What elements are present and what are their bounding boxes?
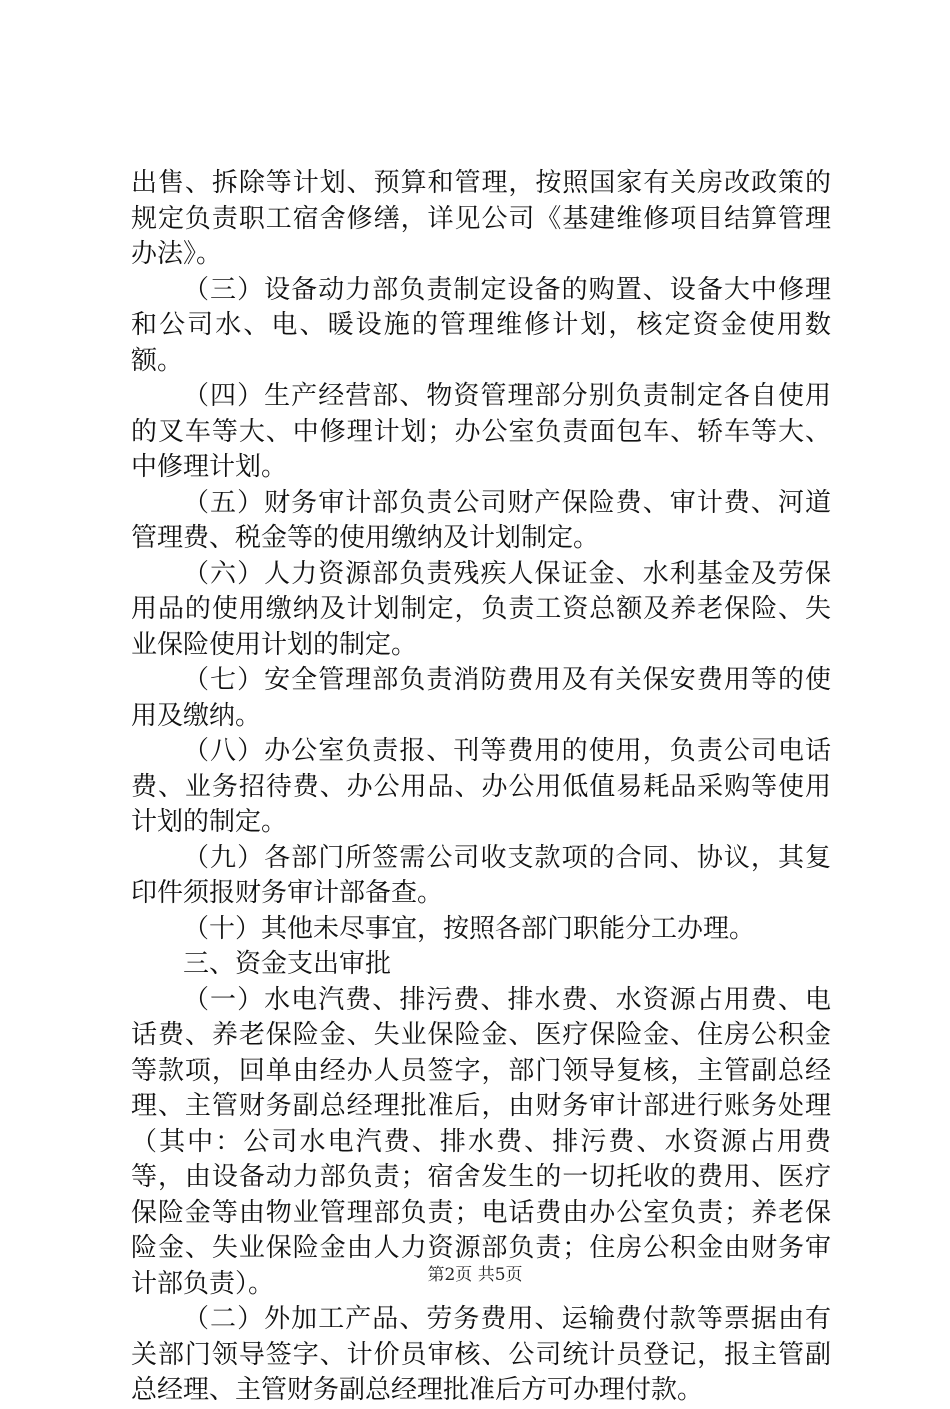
paragraph-item-4: （四）生产经营部、物资管理部分别负责制定各自使用的叉车等大、中修理计划；办公室负责面包车、轿车等大、中修理计划。 bbox=[131, 381, 831, 482]
paragraph-item-5: （五）财务审计部负责公司财产保险费、审计费、河道管理费、税金等的使用缴纳及计划制定。 bbox=[131, 487, 831, 553]
paragraph-item-3: （三）设备动力部负责制定设备的购置、设备大中修理和公司水、电、暖设施的管理维修计划，核定资金使用数额。 bbox=[131, 274, 831, 376]
paragraph-item-10: （十）其他未尽事宜，按照各部门职能分工办理。 bbox=[183, 913, 756, 944]
paragraph-item-9: （九）各部门所签需公司收支款项的合同、协议，其复印件须报财务审计部备查。 bbox=[131, 842, 831, 908]
document-body bbox=[131, 166, 831, 1409]
paragraph-approval-2: （二）外加工产品、劳务费用、运输费付款等票据由有关部门领导签字、计价员审核、公司统计员登记，报主管副总经理、主管财务副总经理批准后方可办理付款。 bbox=[131, 1304, 831, 1405]
paragraph-item-8: （八）办公室负责报、刊等费用的使用，负责公司电话费、业务招待费、办公用品、办公用低值易耗品采购等使用计划的制定。 bbox=[131, 736, 831, 837]
paragraph-continuation: 出售、拆除等计划、预算和管理，按照国家有关房改政策的规定负责职工宿舍修缮，详见公司《基建维修项目结算管理办法》。 bbox=[131, 168, 831, 269]
page-number-footer: 第2页 共5页 bbox=[427, 1265, 523, 1285]
section-heading-3: 三、资金支出审批 bbox=[183, 949, 392, 979]
paragraph-item-7: （七）安全管理部负责消防费用及有关保安费用等的使用及缴纳。 bbox=[131, 665, 831, 731]
paragraph-item-6: （六）人力资源部负责残疾人保证金、水利基金及劳保用品的使用缴纳及计划制定，负责工资总额及养老保险、失业保险使用计划的制定。 bbox=[131, 558, 831, 660]
paragraph-approval-1: （一）水电汽费、排污费、排水费、水资源占用费、电话费、养老保险金、失业保险金、医疗保险金、住房公积金等款项，回单由经办人员签字，部门领导复核，主管副总经理、主管财务副总经理批准后，由财务审计部进行账务处理（其中：公司水电汽费、排水费、排污费、水资源占用费等，由设备动力部负责；宿舍发生的一切托收的费用、医疗保险金等由物业管理部负责；电话费由办公室负责；养老保险金、失业保险金由人力资源部负责；住房公积金由财务审计部负责）。 bbox=[131, 984, 831, 1299]
